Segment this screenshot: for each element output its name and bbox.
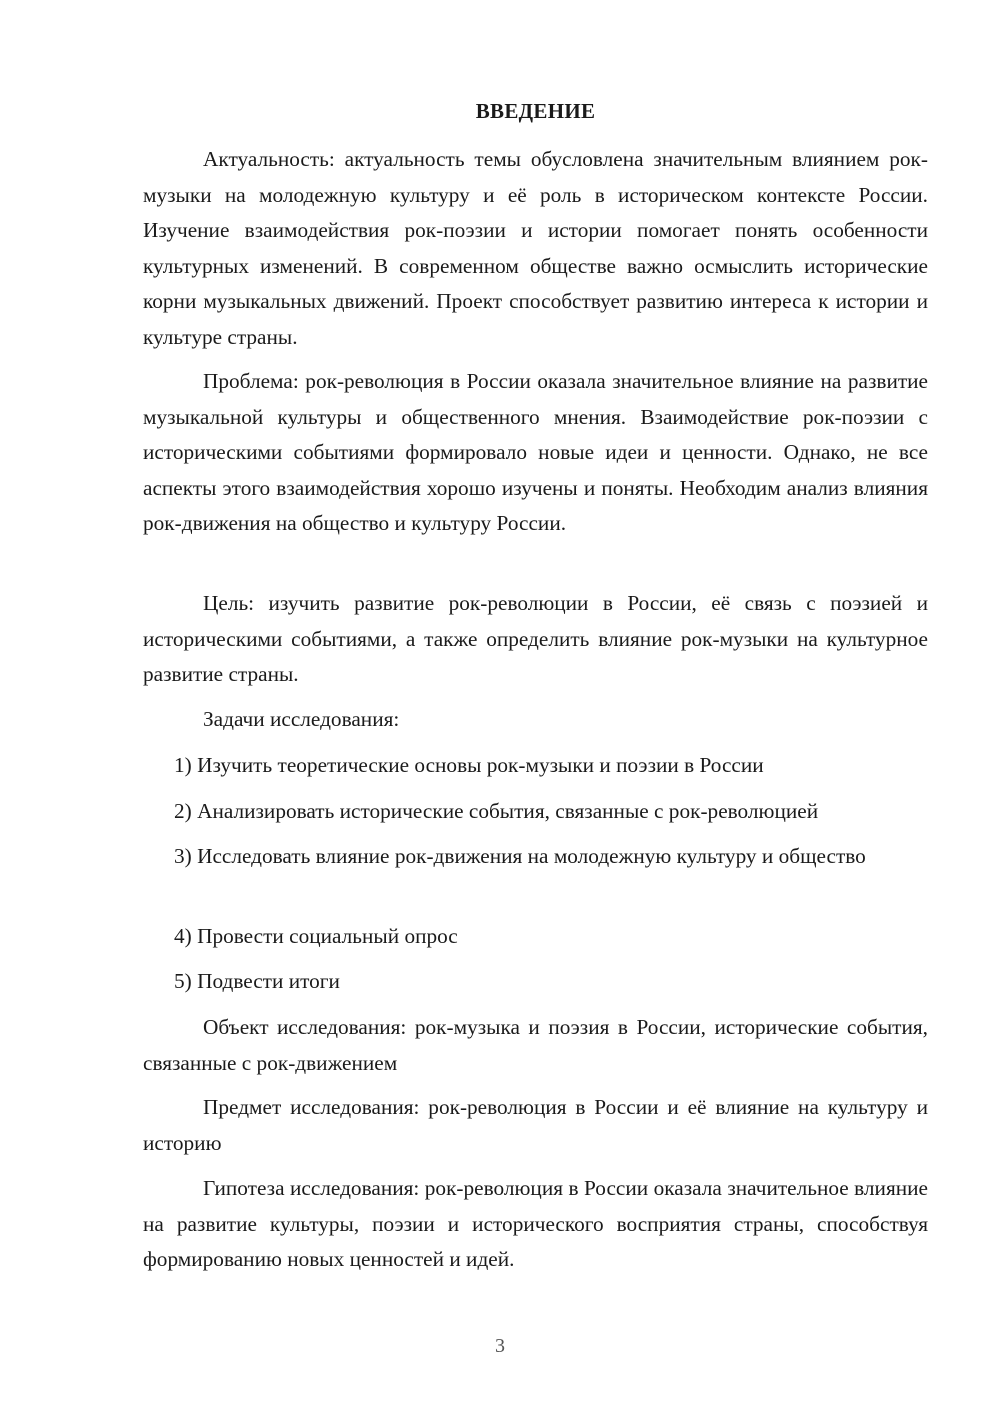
hypothesis-paragraph: Гипотеза исследования: рок-революция в России оказала значительное влияние на развитие культуры, поэзии и исторического восприятия страны, способствуя формированию новых ценностей и идей. (143, 1176, 928, 1271)
subject-paragraph: Предмет исследования: рок-революция в России и её влияние на культуру и историю (143, 1095, 928, 1155)
task-item-4: 4) Провести социальный опрос (174, 924, 458, 948)
object-paragraph: Объект исследования: рок-музыка и поэзия в России, исторические события, связанные с рок-движением (143, 1015, 928, 1075)
task-item-5: 5) Подвести итоги (174, 969, 340, 993)
task-item-2: 2) Анализировать исторические события, связанные с рок-революцией (174, 799, 819, 823)
goal-paragraph: Цель: изучить развитие рок-революции в России, её связь с поэзией и историческими событиями, а также определить влияние рок-музыки на культурное развитие страны. (143, 591, 928, 686)
page-number: 3 (495, 1335, 505, 1357)
relevance-paragraph: Актуальность: актуальность темы обусловлена значительным влиянием рок-музыки на молодежную культуру и её роль в историческом контексте России. Изучение взаимодействия рок-поэзии и истории помогает понять особенности культурных изменений. В современном обществе важно осмыслить исторические корни музыкальных движений. Проект способствует развитию интереса к истории и культуре страны. (143, 147, 928, 349)
problem-paragraph: Проблема: рок-революция в России оказала значительное влияние на развитие музыкальной культуры и общественного мнения. Взаимодействие рок-поэзии с историческими событиями формировало новые идеи и ценности. Однако, не все аспекты этого взаимодействия хорошо изучены и поняты. Необходим анализ влияния рок-движения на общество и культуру России. (143, 369, 928, 535)
task-item-3: 3) Исследовать влияние рок-движения на молодежную культуру и общество (174, 844, 866, 868)
task-item-1: 1) Изучить теоретические основы рок-музыки и поэзии в России (174, 753, 764, 777)
page-title: ВВЕДЕНИЕ (475, 99, 596, 123)
tasks-title: Задачи исследования: (203, 707, 400, 731)
